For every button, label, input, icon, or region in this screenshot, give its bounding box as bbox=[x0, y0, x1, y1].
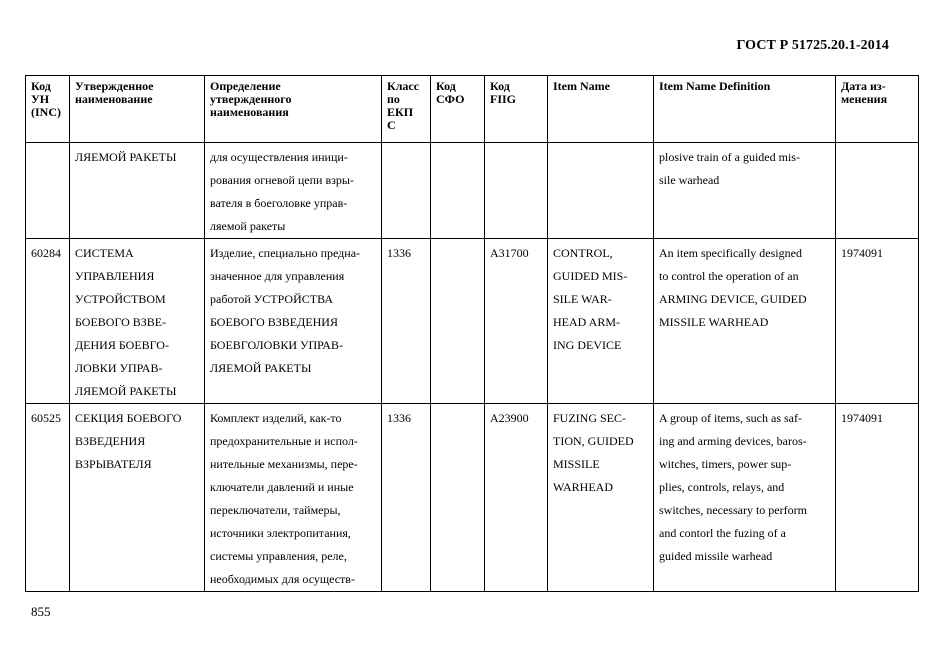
cell-line: БОЕВОГО ВЗВЕДЕНИЯ bbox=[210, 315, 338, 329]
cell-line: менения bbox=[841, 92, 888, 106]
cell-line: рования огневой цепи взры- bbox=[210, 173, 354, 187]
column-header-fiig-code bbox=[485, 76, 548, 143]
cell-line: ing and arming devices, baros- bbox=[659, 434, 807, 448]
cell-change-date bbox=[836, 404, 919, 592]
cell-sfo-code bbox=[431, 143, 485, 239]
cell-line: 1974091 bbox=[841, 411, 883, 425]
cell-line: CONTROL, bbox=[553, 246, 613, 260]
table-header bbox=[26, 76, 919, 143]
cell-sfo-code bbox=[431, 239, 485, 404]
catalog-table bbox=[25, 75, 919, 592]
cell-line: Класс bbox=[387, 79, 420, 93]
header-row bbox=[26, 76, 919, 143]
cell-item-name bbox=[548, 143, 654, 239]
column-header-definition bbox=[205, 76, 382, 143]
cell-definition bbox=[205, 239, 382, 404]
cell-line: 60525 bbox=[31, 411, 61, 425]
cell-class bbox=[382, 143, 431, 239]
cell-line: FIIG bbox=[490, 92, 517, 106]
table-row bbox=[26, 143, 919, 239]
cell-line: УПРАВЛЕНИЯ bbox=[75, 269, 155, 283]
cell-line: to control the operation of an bbox=[659, 269, 799, 283]
cell-item-name-definition bbox=[654, 239, 836, 404]
cell-line: Код bbox=[436, 79, 456, 93]
cell-change-date bbox=[836, 143, 919, 239]
column-header-item-name-definition bbox=[654, 76, 836, 143]
cell-line: Изделие, специально предна- bbox=[210, 246, 361, 260]
cell-line: WARHEAD bbox=[553, 480, 613, 494]
cell-approved-name bbox=[70, 239, 205, 404]
cell-line: An item specifically designed bbox=[659, 246, 802, 260]
cell-line: БОЕВОГО ВЗВЕ- bbox=[75, 315, 167, 329]
cell-line: ЛЯЕМОЙ РАКЕТЫ bbox=[75, 384, 177, 398]
cell-line: ARMING DEVICE, GUIDED bbox=[659, 292, 807, 306]
cell-item-name-definition bbox=[654, 404, 836, 592]
cell-line: Комплект изделий, как-то bbox=[210, 411, 342, 425]
cell-line: SILE WAR- bbox=[553, 292, 612, 306]
cell-line: Дата из- bbox=[841, 79, 886, 93]
column-header-item-name bbox=[548, 76, 654, 143]
cell-line: and contorl the fuzing of a bbox=[659, 526, 786, 540]
document-header: ГОСТ Р 51725.20.1-2014 bbox=[736, 38, 889, 53]
cell-definition bbox=[205, 143, 382, 239]
cell-approved-name bbox=[70, 404, 205, 592]
cell-line: СЕКЦИЯ БОЕВОГО bbox=[75, 411, 182, 425]
cell-line: MISSILE bbox=[553, 457, 600, 471]
cell-line: СИСТЕМА bbox=[75, 246, 134, 260]
cell-line: наименование bbox=[75, 92, 153, 106]
cell-line: С bbox=[387, 118, 396, 132]
cell-class bbox=[382, 404, 431, 592]
cell-line: 60284 bbox=[31, 246, 61, 260]
cell-line: источники электропитания, bbox=[210, 526, 351, 540]
column-header-approved-name bbox=[70, 76, 205, 143]
cell-line: TION, GUIDED bbox=[553, 434, 634, 448]
cell-inc-code bbox=[26, 143, 70, 239]
cell-line: 1336 bbox=[387, 246, 411, 260]
cell-class bbox=[382, 239, 431, 404]
cell-line: Утвержденное bbox=[75, 79, 154, 93]
cell-line: для осуществления иници- bbox=[210, 150, 348, 164]
cell-definition bbox=[205, 404, 382, 592]
cell-line: Определение bbox=[210, 79, 281, 93]
cell-inc-code bbox=[26, 404, 70, 592]
cell-approved-name bbox=[70, 143, 205, 239]
cell-line: ключатели давлений и иные bbox=[210, 480, 354, 494]
cell-fiig-code bbox=[485, 239, 548, 404]
cell-line: наименования bbox=[210, 105, 289, 119]
cell-line: HEAD ARM- bbox=[553, 315, 621, 329]
cell-fiig-code bbox=[485, 404, 548, 592]
table-body bbox=[26, 143, 919, 592]
cell-item-name bbox=[548, 404, 654, 592]
cell-line: ЛОВКИ УПРАВ- bbox=[75, 361, 163, 375]
cell-line: guided missile warhead bbox=[659, 549, 773, 563]
cell-line: работой УСТРОЙСТВА bbox=[210, 292, 334, 306]
cell-line: A23900 bbox=[490, 411, 529, 425]
cell-line: БОЕВГОЛОВКИ УПРАВ- bbox=[210, 338, 343, 352]
cell-line: A group of items, such as saf- bbox=[659, 411, 802, 425]
column-header-change-date bbox=[836, 76, 919, 143]
cell-line: Item Name bbox=[553, 79, 610, 93]
cell-line: 1336 bbox=[387, 411, 411, 425]
column-header-class bbox=[382, 76, 431, 143]
cell-line: необходимых для осуществ- bbox=[210, 572, 355, 586]
cell-line: plosive train of a guided mis- bbox=[659, 150, 800, 164]
cell-inc-code bbox=[26, 239, 70, 404]
cell-line: нительные механизмы, пере- bbox=[210, 457, 358, 471]
cell-line: A31700 bbox=[490, 246, 529, 260]
cell-line: sile warhead bbox=[659, 173, 720, 187]
cell-line: switches, necessary to perform bbox=[659, 503, 807, 517]
cell-line: значенное для управления bbox=[210, 269, 345, 283]
cell-line: ЛЯЕМОЙ РАКЕТЫ bbox=[210, 361, 312, 375]
cell-line: Item Name Definition bbox=[659, 79, 771, 93]
cell-line: plies, controls, relays, and bbox=[659, 480, 785, 494]
cell-line: СФО bbox=[436, 92, 465, 106]
cell-line: УН bbox=[31, 92, 50, 106]
column-header-inc-code bbox=[26, 76, 70, 143]
cell-line: GUIDED MIS- bbox=[553, 269, 628, 283]
cell-line: ВЗРЫВАТЕЛЯ bbox=[75, 457, 152, 471]
table-row bbox=[26, 239, 919, 404]
cell-line: witches, timers, power sup- bbox=[659, 457, 792, 471]
cell-line: ЛЯЕМОЙ РАКЕТЫ bbox=[75, 150, 177, 164]
cell-line: 1974091 bbox=[841, 246, 883, 260]
cell-line: УСТРОЙСТВОМ bbox=[75, 292, 166, 306]
cell-line: ING DEVICE bbox=[553, 338, 622, 352]
cell-line: FUZING SEC- bbox=[553, 411, 627, 425]
cell-line: переключатели, таймеры, bbox=[210, 503, 341, 517]
cell-line: утвержденного bbox=[210, 92, 292, 106]
cell-line: Код bbox=[490, 79, 510, 93]
cell-item-name bbox=[548, 239, 654, 404]
cell-line: Код bbox=[31, 79, 51, 93]
cell-line: предохранительные и испол- bbox=[210, 434, 358, 448]
cell-line: ляемой ракеты bbox=[210, 219, 286, 233]
cell-change-date bbox=[836, 239, 919, 404]
cell-line: ДЕНИЯ БОЕВГО- bbox=[75, 338, 169, 352]
column-header-sfo-code bbox=[431, 76, 485, 143]
cell-line: ВЗВЕДЕНИЯ bbox=[75, 434, 146, 448]
page-number: 855 bbox=[31, 604, 51, 619]
table-row bbox=[26, 404, 919, 592]
cell-line: ЕКП bbox=[387, 105, 414, 119]
cell-line: MISSILE WARHEAD bbox=[659, 315, 769, 329]
cell-item-name-definition bbox=[654, 143, 836, 239]
cell-line: (INC) bbox=[31, 105, 61, 119]
cell-fiig-code bbox=[485, 143, 548, 239]
cell-line: системы управления, реле, bbox=[210, 549, 347, 563]
cell-sfo-code bbox=[431, 404, 485, 592]
cell-line: вателя в боеголовке управ- bbox=[210, 196, 348, 210]
cell-line: по bbox=[387, 92, 400, 106]
